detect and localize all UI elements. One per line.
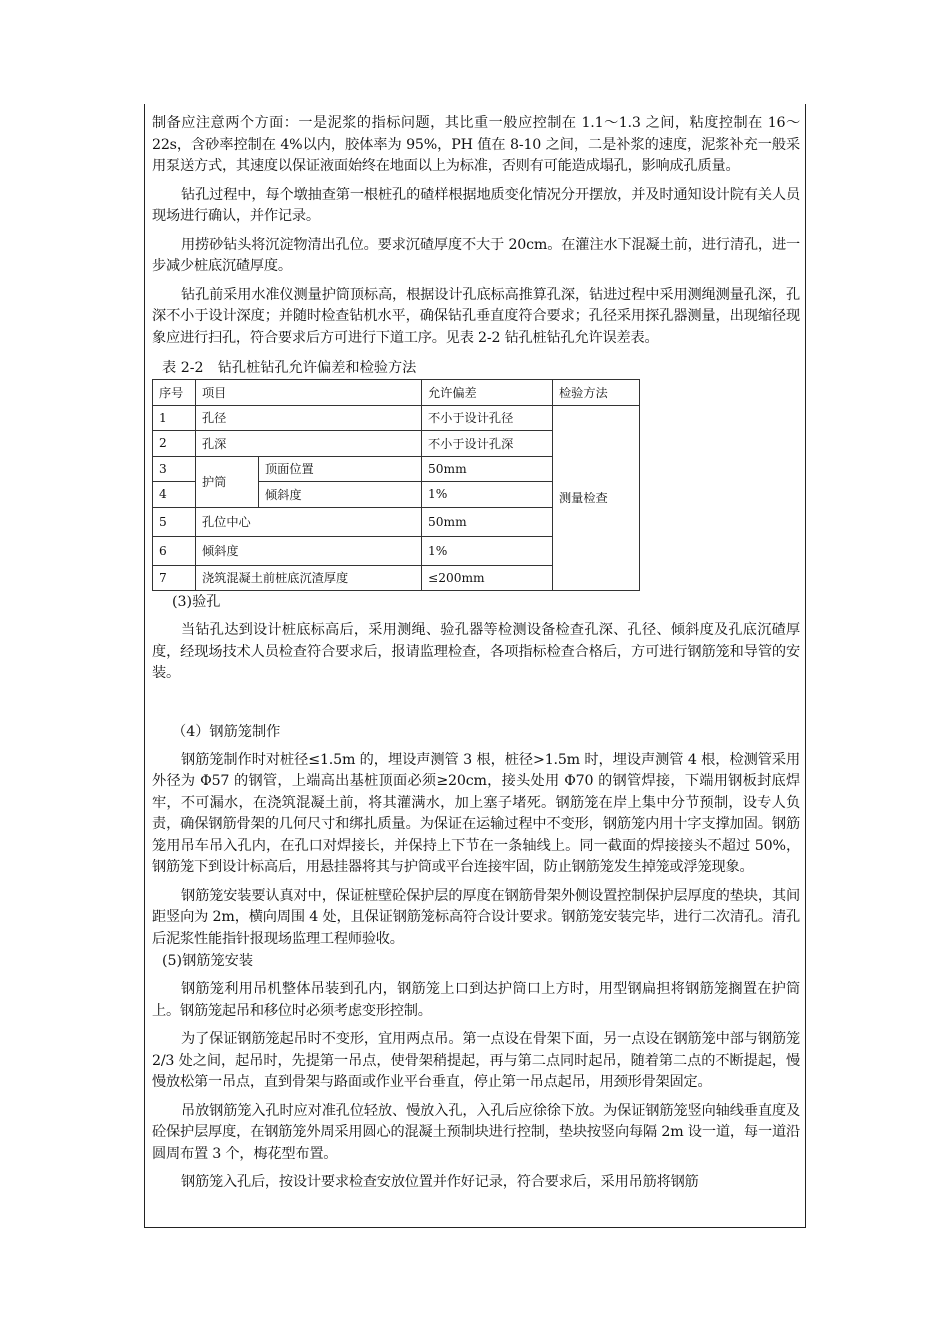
- table-caption: 表 2-2 钻孔桩钻孔允许偏差和检验方法: [162, 360, 417, 376]
- cell-item: 孔位中心: [196, 507, 422, 536]
- cell-tolerance: 50mm: [422, 456, 553, 482]
- cell-no: 2: [153, 431, 196, 457]
- cell-method: 测量检查: [553, 405, 640, 591]
- paragraph-sediment-clearing: 用捞砂钻头将沉淀物清出孔位。要求沉碴厚度不大于 20cm。在灌注水下混凝土前，进行清孔，进一步减少桩底沉碴厚度。: [152, 236, 800, 274]
- section-4-heading: （4）钢筋笼制作: [172, 723, 281, 740]
- paragraph-sample-check: 钻孔过程中，每个墩抽查第一根桩孔的碴样根据地质变化情况分开摆放，并及时通知设计院有关人员现场进行确认，并作记录。: [152, 186, 800, 224]
- section-3-heading: (3)验孔: [172, 594, 221, 610]
- cell-tolerance: ≤200mm: [422, 565, 553, 591]
- table-row: [153, 405, 640, 431]
- header-item: 项目: [196, 380, 422, 406]
- cell-no: 6: [153, 536, 196, 565]
- cell-item: 浇筑混凝土前桩底沉渣厚度: [196, 565, 422, 591]
- paragraph-cage-centering: 钢筋笼安装要认真对中，保证桩壁砼保护层的厚度在钢筋骨架外侧设置控制保护层厚度的垫块，其间距竖向为 2m，横向周围 4 处，且保证钢筋笼标高符合设计要求。钢筋笼安装完毕，进行二次清孔。清孔后泥浆性能指针报现场监理工程师验收。: [152, 887, 800, 947]
- header-no: 序号: [153, 380, 196, 406]
- tolerance-table: [152, 379, 640, 591]
- cell-item: 顶面位置: [259, 456, 422, 482]
- paragraph-two-point-lift: 为了保证钢筋笼起吊时不变形，宜用两点吊。第一点设在骨架下面，另一点设在钢筋笼中部与钢筋笼 2/3 处之间，起吊时，先提第一吊点，使骨架稍提起，再与第二点同时起吊，随着第二点的不断提起，慢慢放松第一吊点，直到骨架与路面或作业平台垂直，停止第一吊点起吊，用颈形骨架固定。: [152, 1031, 800, 1090]
- cell-tolerance: 50mm: [422, 507, 553, 536]
- cell-no: 4: [153, 482, 196, 508]
- paragraph-mud-control: 制备应注意两个方面：一是泥浆的指标问题，其比重一般应控制在 1.1～1.3 之间，粘度控制在 16～22s，含砂率控制在 4%以内，胶体率为 95%，PH 值在 8-10 之间，二是补浆的速度，泥浆补充一般采用泵送方式，其速度以保证液面始终在地面以上为标准，否则有可能造成塌孔，影响成孔质量。: [152, 115, 800, 174]
- document-body: [152, 113, 800, 1194]
- cell-no: 1: [153, 405, 196, 431]
- cell-item: 孔径: [196, 405, 422, 431]
- paragraph-depth-measurement: 钻孔前采用水准仪测量护筒顶标高，根据设计孔底标高推算孔深，钻进过程中采用测绳测量孔深，孔深不小于设计深度；并随时检查钻机水平，确保钻孔垂直度符合要求；孔径采用探孔器测量，出现缩径现象应进行扫孔，符合要求后方可进行下道工序。见表 2-2 钻孔桩钻孔允许误差表。: [152, 286, 800, 346]
- cell-tolerance: 1%: [422, 482, 553, 508]
- cell-tolerance: 1%: [422, 536, 553, 565]
- cell-tolerance: 不小于设计孔深: [422, 431, 553, 457]
- cell-item: 倾斜度: [259, 482, 422, 508]
- paragraph-cage-fabrication: 钢筋笼制作时对桩径≤1.5m 的，埋设声测管 3 根，桩径>1.5m 时，埋设声测管 4 根，检测管采用外径为 Φ57 的钢管，上端高出基桩顶面必须≥20cm，接头处用 Φ70 的钢管焊接，下端用钢板封底焊牢，不可漏水，在浇筑混凝土前，将其灌满水，加上塞子堵死。钢筋笼在岸上集中分节预制，设专人负责，确保钢筋骨架的几何尺寸和绑扎质量。为保证在运输过程中不变形，钢筋笼内用十字支撑加固。钢筋笼用吊车吊入孔内，在孔口对焊接长，并保持上下节在一条轴线上。同一截面的焊接接头不超过 50%，钢筋笼下到设计标高后，用悬挂器将其与护筒或平台连接牢固，防止钢筋笼发生掉笼或浮笼现象。: [152, 751, 800, 875]
- paragraph-hole-inspection: 当钻孔达到设计桩底标高后，采用测绳、验孔器等检测设备检查孔深、孔径、倾斜度及孔底沉碴厚度，经现场技术人员检查符合要求后，报请监理检查，各项指标检查合格后，方可进行钢筋笼和导管的安装。: [152, 622, 800, 681]
- cell-no: 3: [153, 456, 196, 482]
- cell-no: 5: [153, 507, 196, 536]
- paragraph-cage-lifting: 钢筋笼利用吊机整体吊装到孔内，钢筋笼上口到达护筒口上方时，用型钢扁担将钢筋笼搁置在护筒上。钢筋笼起吊和移位时必须考虑变形控制。: [152, 981, 800, 1019]
- paragraph-cage-positioning: 钢筋笼入孔后，按设计要求检查安放位置并作好记录，符合要求后，采用吊筋将钢筋: [181, 1174, 699, 1190]
- cell-tolerance: 不小于设计孔径: [422, 405, 553, 431]
- header-method: 检验方法: [553, 380, 640, 406]
- cell-no: 7: [153, 565, 196, 591]
- cell-item: 倾斜度: [196, 536, 422, 565]
- cell-item: 孔深: [196, 431, 422, 457]
- section-5-heading: (5)钢筋笼安装: [162, 953, 254, 969]
- header-tolerance: 允许偏差: [422, 380, 553, 406]
- paragraph-cage-lowering: 吊放钢筋笼入孔时应对准孔位轻放、慢放入孔，入孔后应徐徐下放。为保证钢筋笼竖向轴线垂直度及砼保护层厚度，在钢筋笼外周采用圆心的混凝土预制块进行控制，垫块按竖向每隔 2m 设一道，每一道沿圆周布置 3 个，梅花型布置。: [152, 1102, 800, 1162]
- cell-group-casing: 护筒: [196, 456, 259, 507]
- table-header-row: [153, 380, 640, 406]
